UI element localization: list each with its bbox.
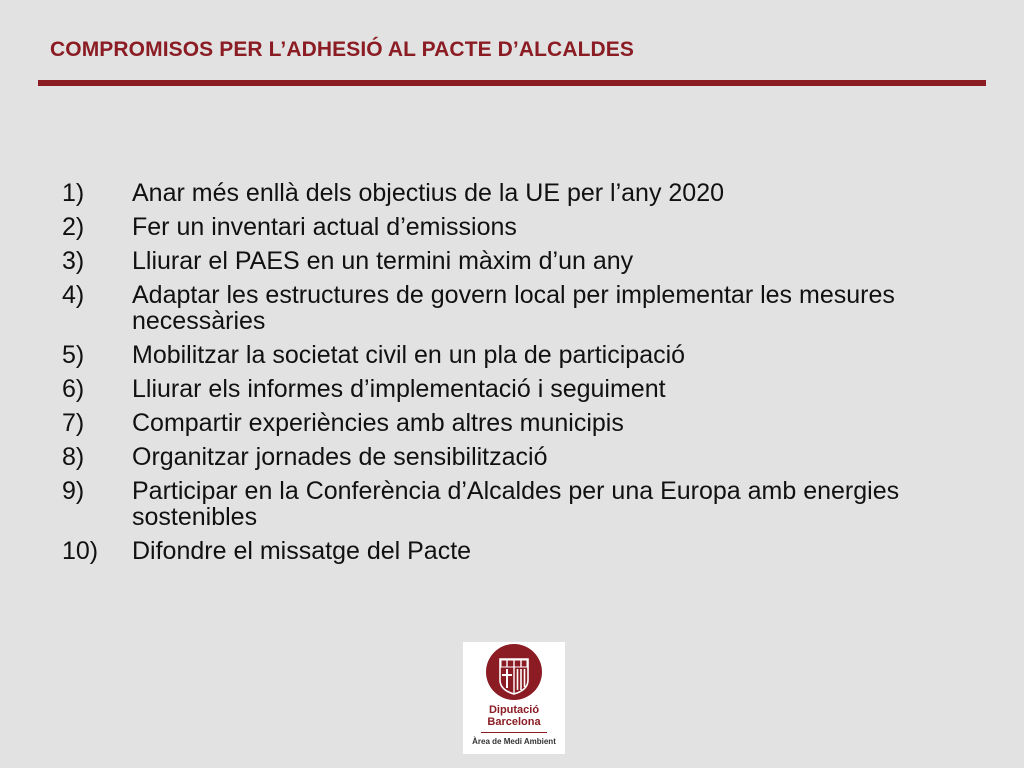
list-item-text: Compartir experiències amb altres municipis [132, 409, 624, 437]
list-item-text: Lliurar els informes d’implementació i seguiment [132, 375, 666, 403]
list-item-number: 8) [62, 443, 85, 471]
list-item [62, 538, 962, 564]
logo-name-line2: Barcelona [487, 716, 541, 728]
list-item [62, 248, 962, 274]
list-item [62, 376, 962, 402]
list-item [62, 180, 962, 206]
list-item-number: 5) [62, 341, 85, 369]
commitments-list [62, 180, 962, 572]
list-item [62, 282, 962, 334]
list-item-text: Anar més enllà dels objectius de la UE per l’any 2020 [132, 179, 725, 207]
list-item [62, 410, 962, 436]
diputacio-barcelona-seal-icon [463, 642, 565, 704]
list-item-number: 2) [62, 213, 85, 241]
list-item [62, 214, 962, 240]
list-item-text: Adaptar les estructures de govern local per implementar les mesures necessàries [132, 281, 895, 335]
list-item-number: 9) [62, 477, 85, 505]
list-item-text: Difondre el missatge del Pacte [132, 537, 472, 565]
logo-name-line1: Diputació [488, 704, 540, 716]
list-item-number: 10) [62, 537, 99, 565]
list-item-text: Participar en la Conferència d’Alcaldes per una Europa amb energies sostenibles [132, 477, 900, 531]
diputacio-barcelona-logo [463, 642, 565, 754]
list-item-number: 4) [62, 281, 85, 309]
list-item [62, 478, 962, 530]
list-item-number: 3) [62, 247, 85, 275]
logo-divider [481, 732, 547, 733]
logo-subtitle: Àrea de Medi Ambient [472, 737, 556, 746]
list-item-number: 1) [62, 179, 85, 207]
list-item-number: 6) [62, 375, 85, 403]
list-item [62, 444, 962, 470]
list-item-text: Lliurar el PAES en un termini màxim d’un any [132, 247, 634, 275]
title-divider [38, 80, 986, 86]
list-item-number: 7) [62, 409, 85, 437]
list-item-text: Mobilitzar la societat civil en un pla de participació [132, 341, 686, 369]
list-item-text: Organitzar jornades de sensibilització [132, 443, 548, 471]
list-item-text: Fer un inventari actual d’emissions [132, 213, 517, 241]
slide-title: COMPROMISOS PER L’ADHESIÓ AL PACTE D’ALCALDES [50, 38, 634, 61]
list-item [62, 342, 962, 368]
